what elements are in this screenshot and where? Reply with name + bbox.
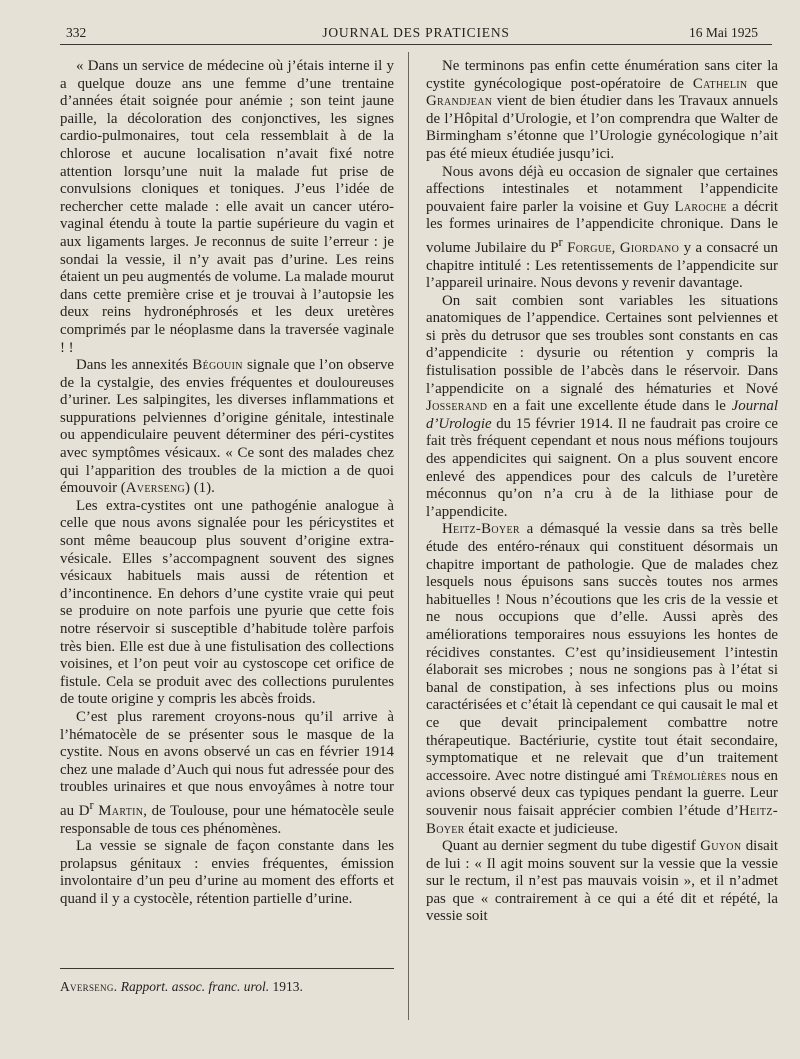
paragraph: La vessie se signale de façon constante dans les prolapsus génitaux : envies fréquentes, émission involontaire d’un peu d’urine au moment des efforts et quand il y a cystocèle, rétention partielle d’urine.	[60, 838, 394, 907]
column-divider	[408, 52, 409, 1020]
footnote	[60, 968, 394, 995]
author-name: Martin	[98, 802, 144, 819]
author-name: Laroche	[674, 198, 727, 215]
right-column	[426, 58, 778, 926]
author-name: Bégouin	[192, 357, 243, 374]
journal-title: JOURNAL DES PRATICIENS	[322, 25, 510, 40]
paragraph: Les extra-cystites ont une pathogénie analogue à celle que nous avons signalée pour les péricystites et sont même beaucoup plus souvent d’origine extra-vésicale. Elles s’accompagnent souvent des signes vésicaux habituels mais aussi de rétention et d’incontinence. En dehors d’une cystite vraie qui peut se produire on note parfois une pyurie que cette fois notre réservoir si susceptible d’habitude tolère parfois très bien. Elle est due à une fistulisation des collections voisines, et l’on peut voir au cystoscope cet orifice de fistule. Cela se produit avec des collections purulentes de toute origine y compris les abcès froids.	[60, 497, 394, 708]
author-name: Averseng	[125, 480, 186, 497]
paragraph: Heitz-Boyer a démasqué la vessie dans sa très belle étude des entéro-rénaux qui constituent désormais un chapitre important de pathologie. Que de malades chez lesquels nous épuisons sans succès toutes nos armes habituelles ! Nous n’écoutions que les cris de la vessie et ne nous occupions que d’elle. Aussi après des améliorations temporaires nous essuyions les hontes de récidives constantes. C’est qu’insidieusement l’intestin élaborait ses microbes ; nous ne songions pas à l’état si banal de constipation, à ses infections plus ou moins caractérisées et c’était là cependant ce qui causait le mal et ce que devait principalement combattre notre thérapeutique. Bactériurie, cystite tout était secondaire, symptomatique et ne relevait que d’un traitement accessoire. Avec notre distingué ami Trémolières nous en avions observé deux cas typiques pendant la guerre. Leur souvenir nous faisait apprécier combien l’étude d’Heitz-Boyer était exacte et judicieuse.	[426, 521, 778, 837]
left-column	[60, 58, 394, 908]
paragraph: Nous avons déjà eu occasion de signaler que certaines affections intestinales et notamment l’appendicite pouvaient faire parler la voisine et Guy Laroche a décrit les formes urinaires de l’appendicite chronique. Dans le volume Jubilaire du $P^r$ Forgue, Giordano y a consacré un chapitre intitulé : Les retentissements de l’appendicite sur l’appareil urinaire. Nous devons y revenir davantage.	[426, 163, 779, 292]
author-name: Heitz-Boyer	[426, 802, 778, 837]
author-name: Josserand	[426, 398, 488, 415]
author-name: Forgue	[567, 239, 612, 256]
issue-date: 16 Mai 1925	[689, 25, 758, 40]
author-name: Heitz-Boyer	[442, 521, 520, 538]
footnote-year: 1913.	[272, 979, 303, 994]
paragraph: Dans les annexités Bégouin signale que l’on observe de la cystalgie, des envies fréquentes et douloureuses d’uriner. Les salpingites, les diverses inflammations et suppurations pelviennes d’origine génitale, intestinale ou appendiculaire peuvent déterminer des péri-cystites avec symptômes vésicaux. « Ce sont des malades chez qui l’apparition des troubles de la miction a de quoi émouvoir (Averseng) (1).	[60, 357, 394, 497]
author-name: Cathelin	[692, 75, 748, 92]
footnote-source: Rapport. assoc. franc. urol.	[120, 979, 270, 994]
paragraph: Quant au dernier segment du tube digestif Guyon disait de lui : « Il agit moins souvent sur la vessie que la vessie sur le rectum, il n’est pas mauvais voisin », et il n’admet pas que « contrairement à ce qui a été dit et répété, la vessie soit	[426, 838, 779, 925]
paragraph: On sait combien sont variables les situations anatomiques de l’appendice. Certaines sont pelviennes et si près du detrusor que ses troubles sont constants en cas d’appendicite : dysurie ou rétention y compris la fistulisation possible de l’abcès dans le réservoir. Dans l’appendicite on a signalé des hématuries et Nové Josserand en a fait une excellente étude dans le Journal d’Urologie du 15 février 1914. Il ne faudrait pas croire ce fait très fréquent cependant et nous nous méfions toujours des appendicites qui saignent. On a plus souvent encore enlevé des appendices pour des calculs de l’uretère méconnus qu’on n’a cru à de la lithiase pour de l’appendicite.	[426, 292, 778, 520]
author-name: Trémolières	[651, 767, 727, 784]
author-name: Grandjean	[426, 93, 493, 110]
page-header	[60, 22, 772, 45]
author-name: Giordano	[619, 239, 680, 256]
author-name: Guyon	[700, 838, 742, 855]
paragraph: C’est plus rarement croyons-nous qu’il arrive à l’hématocèle de se présenter sous le masque de la cystite. Nous en avons observé un cas en février 1914 chez une malade d’Auch qui nous fut adressée pour des troubles urinaires et que nous envoyâmes à notre tour au $D^r$ Martin, de Toulouse, pour une hématocèle seule responsable de tous ces phénomènes.	[60, 708, 394, 837]
paragraph: Ne terminons pas enfin cette énumération sans citer la cystite gynécologique post-opératoire de Cathelin que Grandjean vient de bien étudier dans les Travaux annuels de l’Hôpital d’Urologie, et l’on comprendra que Walter de Birmingham s’étonne que l’Urologie gynécologique n’ait pas été mieux étudiée jusqu’ici.	[426, 58, 778, 162]
paragraph: « Dans un service de médecine où j’étais interne il y a quelque douze ans une femme d’une trentaine d’années était soignée pour anémie ; son teint jaune paille, la décoloration des conjonctives, les signes cardio-pulmonaires, tout cela ressemblait à de la chlorose et aucune localisation n’avait fixé notre attention lorsqu’une nuit la malade fut prise de convulsions cloniques et toniques. J’eus l’idée de rechercher cette malade : elle avait un cancer utéro-vaginal étendu à toute la partie supérieure du vagin et aux ligaments larges. Je reconnus de suite l’erreur : je sondai la vessie, il n’y avait pas d’urine. Les reins étaient un peu augmentés de volume. La malade mourut dans cette première crise et je trouvai à l’autopsie les deux reins hydronéphrosés et les deux uretères comprimés par le néoplasme dans la traversée vaginale ! !	[60, 58, 394, 356]
journal-reference: Journal d’Urologie	[426, 398, 778, 432]
footnote-author: Averseng.	[60, 979, 118, 994]
page-number: 332	[66, 25, 87, 40]
